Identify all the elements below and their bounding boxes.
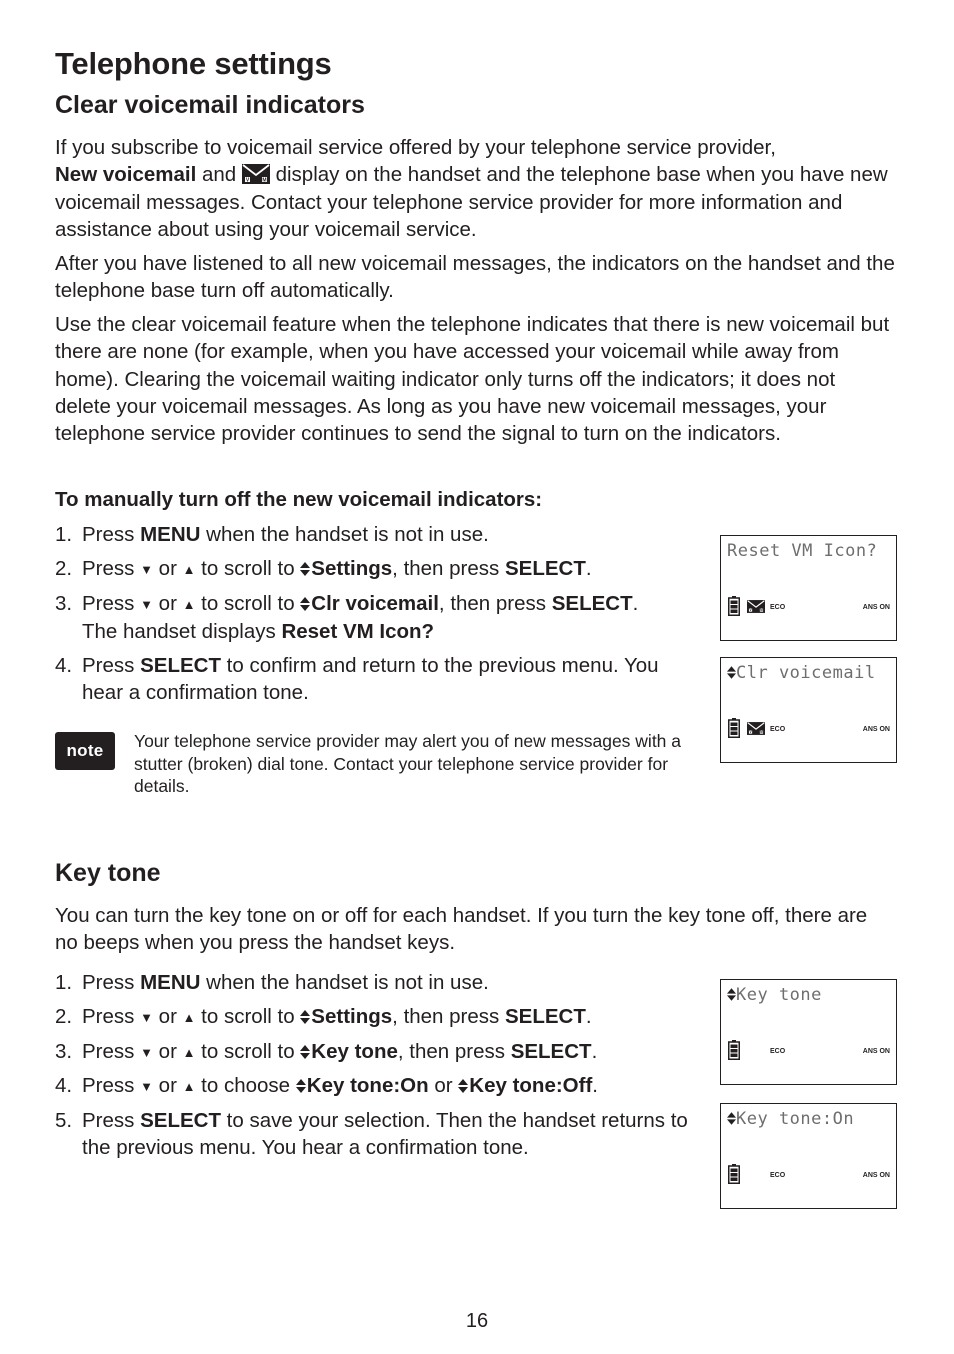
voicemail-envelope-icon	[747, 600, 765, 613]
option-on-label: Key tone:On	[306, 1074, 429, 1098]
down-arrow-icon: ▼	[140, 1044, 153, 1060]
eco-indicator: ECO	[770, 1048, 786, 1055]
scroll-arrows-icon	[300, 562, 310, 576]
step-text: , then press	[392, 1004, 505, 1028]
after-listening-paragraph: After you have listened to all new voicemail messages, the indicators on the handset and the telephone base turn off automatically.	[55, 252, 895, 303]
step-number: 2.	[55, 1004, 73, 1028]
scroll-arrows-icon	[300, 1010, 310, 1024]
eco-indicator: ECO	[770, 1172, 786, 1179]
up-arrow-icon: ▲	[182, 1044, 196, 1060]
step-number: 1.	[55, 971, 73, 994]
step-text: to scroll to	[195, 556, 301, 580]
step-item	[55, 521, 695, 548]
step-text: , then press	[392, 556, 505, 580]
lcd-display-line	[727, 985, 822, 1005]
menu-item-label: Key tone	[311, 1039, 398, 1063]
clear-voicemail-steps	[55, 521, 695, 713]
ans-on-indicator: ANS ON	[862, 604, 890, 611]
lcd-display-line	[727, 663, 876, 683]
step-number: 2.	[55, 556, 73, 580]
key-tone-steps	[55, 969, 695, 1168]
battery-icon	[728, 1040, 740, 1060]
step-text: when the handset is not in use.	[200, 971, 489, 994]
option-off-label: Key tone:Off	[469, 1074, 593, 1098]
lcd-display-text: Key tone	[736, 985, 822, 1005]
lcd-display-text: Clr voicemail	[736, 663, 876, 683]
note-text: Your telephone service provider may alert you of new messages with a stutter (broken) dial tone. Contact your telephone service provider for details.	[134, 731, 682, 796]
voicemail-envelope-icon	[242, 164, 270, 184]
step-text: or	[152, 1074, 183, 1098]
step-text: Press	[82, 1074, 141, 1098]
step-text: Press	[82, 1004, 141, 1028]
intro-text-start: If you subscribe to voicemail service offered by your telephone service provider,	[55, 136, 776, 159]
step-text: to choose	[195, 1074, 296, 1098]
step-text: to save your selection. Then the handset returns to the previous menu. You hear a confirmation tone.	[82, 1109, 688, 1160]
scroll-arrows-icon	[458, 1079, 468, 1093]
down-arrow-icon: ▼	[140, 1079, 153, 1095]
scroll-arrows-icon	[300, 597, 310, 611]
step-text: Press	[82, 1039, 141, 1063]
ans-on-indicator: ANS ON	[862, 726, 890, 733]
select-key-label: SELECT	[140, 653, 221, 677]
step-text: Press	[82, 653, 141, 677]
step-item	[55, 555, 695, 583]
step-number: 3.	[55, 591, 73, 615]
battery-icon	[728, 1164, 740, 1184]
step-text: .	[591, 1039, 598, 1063]
step-text: The handset displays	[82, 619, 282, 643]
step-text: to scroll to	[195, 1039, 301, 1063]
menu-item-label: Clr voicemail	[311, 591, 439, 615]
scroll-arrows-icon	[727, 988, 736, 1001]
lcd-screen-reset-vm	[720, 535, 897, 641]
step-text: .	[585, 1004, 592, 1028]
eco-indicator: ECO	[770, 604, 786, 611]
step-text: .	[585, 556, 592, 580]
step-text: or	[152, 556, 183, 580]
step-text: or	[428, 1074, 459, 1098]
down-arrow-icon: ▼	[140, 596, 153, 612]
step-text: , then press	[438, 591, 552, 615]
menu-key-label: MENU	[140, 971, 201, 994]
step-number: 1.	[55, 523, 73, 546]
battery-icon	[728, 718, 740, 738]
key-tone-paragraph: You can turn the key tone on or off for each handset. If you turn the key tone off, there are no beeps when you press the handset keys.	[55, 904, 868, 955]
menu-item-label: Settings	[311, 1004, 393, 1028]
step-number: 4.	[55, 1074, 73, 1098]
step-text: Press	[82, 523, 141, 546]
up-arrow-icon: ▲	[182, 1079, 196, 1095]
select-key-label: SELECT	[551, 591, 633, 615]
step-text: to scroll to	[195, 1004, 301, 1028]
lcd-screen-key-tone	[720, 979, 897, 1085]
down-arrow-icon: ▼	[140, 1009, 153, 1025]
up-arrow-icon: ▲	[182, 596, 196, 612]
page-title: Telephone settings	[55, 46, 332, 81]
step-text: .	[632, 591, 639, 615]
ans-on-indicator: ANS ON	[862, 1172, 890, 1179]
scroll-arrows-icon	[296, 1079, 306, 1093]
lcd-screen-clr-voicemail	[720, 657, 897, 763]
select-key-label: SELECT	[140, 1109, 221, 1133]
select-key-label: SELECT	[504, 1004, 586, 1028]
lcd-screen-key-tone-on	[720, 1103, 897, 1209]
step-text: Press	[82, 971, 141, 994]
step-number: 3.	[55, 1039, 73, 1063]
step-text: when the handset is not in use.	[200, 523, 489, 546]
section-heading-clear-voicemail: Clear voicemail indicators	[55, 91, 365, 119]
step-text: Press	[82, 556, 141, 580]
battery-icon	[728, 596, 740, 616]
procedure-subheading: To manually turn off the new voicemail indicators:	[55, 488, 543, 511]
step-item	[55, 652, 695, 707]
lcd-display-line	[727, 1109, 854, 1129]
clear-feature-paragraph: Use the clear voicemail feature when the telephone indicates that there is new voicemail but there are none (for example, when you have accessed your voicemail while away from home). Clearing the voicemail waiting indicator only turns off the indicators; it does not delete your voicemail messages. As long as you have new voicemail messages, your telephone service provider continues to send the signal to turn on the indicators.	[55, 313, 890, 446]
display-text-label: Reset VM Icon?	[281, 619, 435, 643]
step-item	[55, 590, 695, 646]
menu-item-label: Settings	[311, 556, 393, 580]
step-item	[55, 1072, 695, 1100]
step-item	[55, 1038, 695, 1066]
lcd-display-text: Reset VM Icon?	[727, 541, 878, 561]
note-badge: note	[55, 732, 115, 770]
step-number: 5.	[55, 1109, 73, 1133]
menu-key-label: MENU	[140, 523, 201, 546]
eco-indicator: ECO	[770, 726, 786, 733]
intro-text-end: display on the handset and the telephone base when you have new voicemail messages. Contact your telephone service provider for more information and assistance about using your voicemail service.	[55, 163, 888, 241]
step-text: or	[152, 1039, 183, 1063]
scroll-arrows-icon	[727, 666, 736, 679]
new-voicemail-label: New voicemail	[55, 163, 197, 187]
step-text: to scroll to	[195, 591, 301, 615]
ans-on-indicator: ANS ON	[862, 1048, 890, 1055]
step-text: or	[152, 1004, 183, 1028]
step-text: or	[152, 591, 183, 615]
step-item	[55, 969, 695, 996]
select-key-label: SELECT	[510, 1039, 592, 1063]
section-heading-key-tone: Key tone	[55, 859, 161, 887]
intro-text-and: and	[196, 163, 242, 187]
up-arrow-icon: ▲	[182, 1009, 196, 1025]
step-item	[55, 1107, 695, 1162]
scroll-arrows-icon	[300, 1045, 310, 1059]
voicemail-envelope-icon	[747, 722, 765, 735]
page-number: 16	[465, 1310, 489, 1332]
step-text: , then press	[397, 1039, 511, 1063]
step-text: .	[592, 1074, 598, 1098]
step-text: Press	[82, 1109, 141, 1133]
step-text: Press	[82, 591, 141, 615]
scroll-arrows-icon	[727, 1112, 736, 1125]
intro-paragraph	[55, 134, 895, 243]
step-number: 4.	[55, 653, 73, 677]
select-key-label: SELECT	[504, 556, 586, 580]
up-arrow-icon: ▲	[182, 561, 196, 577]
down-arrow-icon: ▼	[140, 561, 153, 577]
step-item	[55, 1003, 695, 1031]
step-text: to confirm and return to the previous menu. You hear a confirmation tone.	[82, 653, 659, 704]
lcd-display-text: Key tone:On	[736, 1109, 855, 1129]
